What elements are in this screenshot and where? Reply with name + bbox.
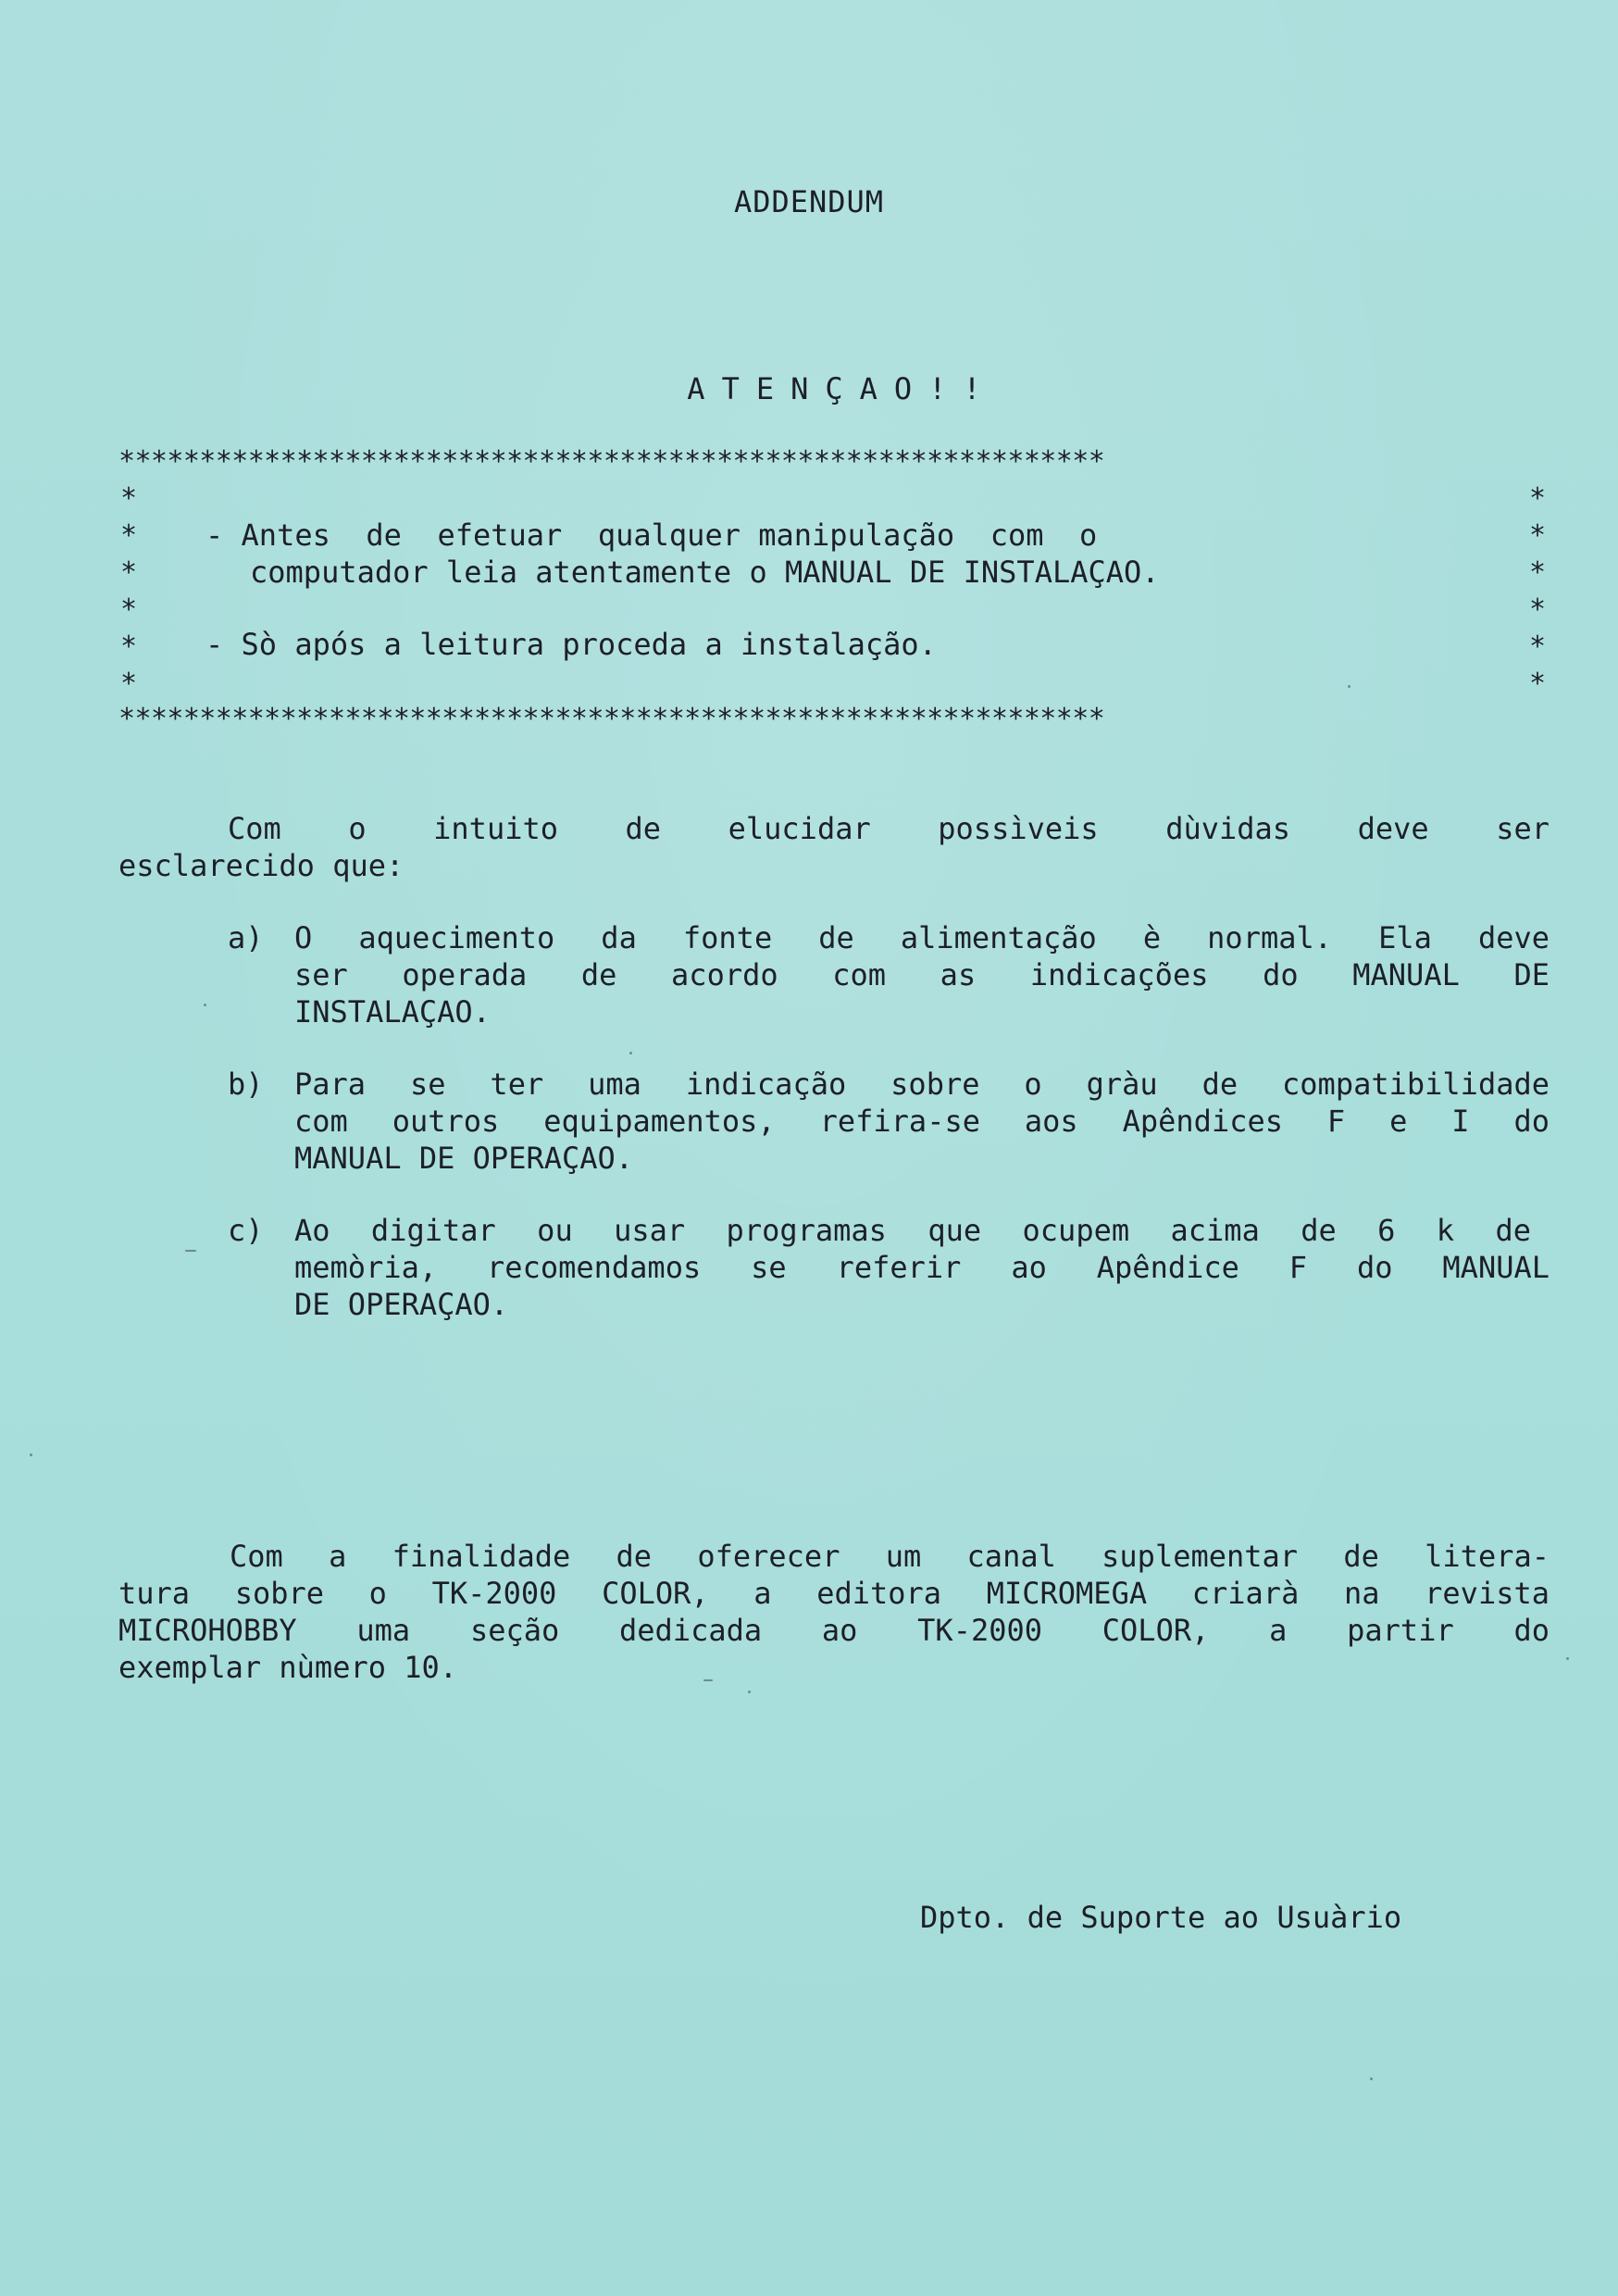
item-a-line-1: O aquecimento da fonte de alimentação è normal. Ela deve	[294, 920, 1550, 955]
warning-line-1: - Antes de efetuar qualquer manipulação com o	[205, 518, 1098, 553]
star-left: *	[120, 593, 138, 626]
closing-line-1: Com a finalidade de oferecer um canal suplementar de litera-	[230, 1539, 1550, 1574]
paper-speck	[629, 1052, 632, 1054]
star-left: *	[120, 482, 138, 515]
star-left: *	[120, 630, 138, 663]
item-b-line-2: com outros equipamentos, refira-se aos Apêndices F e I do	[294, 1104, 1550, 1139]
item-a-marker: a)	[228, 920, 264, 955]
page-title: ADDENDUM	[733, 184, 885, 219]
intro-line-2: esclarecido que:	[118, 848, 404, 883]
star-right: *	[1529, 556, 1547, 589]
star-left: *	[120, 556, 138, 589]
paper-speck	[30, 1454, 32, 1456]
warning-line-3: - Sò após a leitura proceda a instalação.	[205, 627, 937, 662]
intro-line-1: Com o intuito de elucidar possìveis dùvidas deve ser	[228, 811, 1550, 846]
warning-line-2: computador leia atentamente o MANUAL DE INSTALAÇAO.	[250, 555, 1160, 590]
star-left: *	[120, 519, 138, 552]
paper-speck	[185, 1250, 196, 1252]
item-a-line-3: INSTALAÇAO.	[294, 994, 491, 1029]
item-c-line-3: DE OPERAÇAO.	[294, 1287, 509, 1322]
paper-speck	[748, 1691, 751, 1693]
paper-speck	[1348, 685, 1350, 688]
item-c-line-2: memòria, recomendamos se referir ao Apêndice F do MANUAL	[294, 1250, 1550, 1285]
closing-line-4: exemplar nùmero 10.	[118, 1650, 458, 1685]
item-c-line-1: Ao digitar ou usar programas que ocupem acima de 6 k de	[294, 1213, 1531, 1248]
star-border-top: *************************************************************	[118, 446, 1105, 478]
paper-speck	[1566, 1657, 1569, 1660]
paper-speck	[204, 1004, 206, 1006]
item-b-line-1: Para se ter uma indicação sobre o gràu de compatibilidade	[294, 1067, 1550, 1102]
closing-line-2: tura sobre o TK-2000 COLOR, a editora MICROMEGA criarà na revista	[118, 1576, 1550, 1611]
star-right: *	[1529, 593, 1547, 626]
star-border-bottom: *************************************************************	[118, 704, 1105, 735]
star-left: *	[120, 668, 138, 700]
star-right: *	[1529, 630, 1547, 663]
closing-line-3: MICROHOBBY uma seção dedicada ao TK-2000 COLOR, a partir do	[118, 1613, 1550, 1648]
item-a-line-2: ser operada de acordo com as indicações do MANUAL DE	[294, 957, 1550, 992]
item-c-marker: c)	[228, 1213, 264, 1248]
signature: Dpto. de Suporte ao Usuàrio	[920, 1900, 1402, 1935]
item-b-line-3: MANUAL DE OPERAÇAO.	[294, 1141, 634, 1176]
paper-speck	[703, 1679, 713, 1681]
paper-speck	[1370, 2078, 1373, 2080]
attention-heading: ATENÇAO!!	[687, 371, 998, 406]
star-right: *	[1529, 482, 1547, 515]
item-b-marker: b)	[228, 1067, 264, 1102]
star-right: *	[1529, 668, 1547, 700]
star-right: *	[1529, 519, 1547, 552]
